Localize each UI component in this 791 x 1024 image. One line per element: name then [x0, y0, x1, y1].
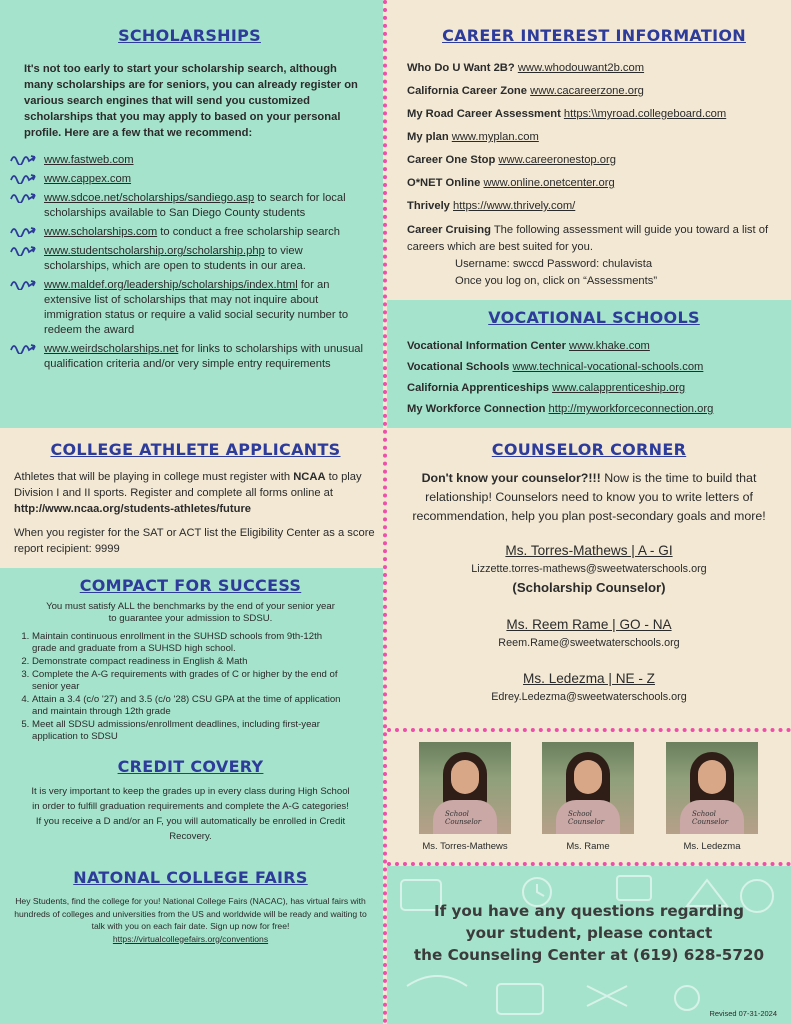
athlete-panel: [0, 428, 383, 568]
doodle-laptop-icon: [617, 876, 651, 900]
career-panel: [387, 0, 791, 300]
fairs-link[interactable]: https://virtualcollegefairs.org/conventions: [112, 933, 269, 944]
vocational-item: [407, 381, 781, 396]
counselor-lead-bold: Don't know your counselor?!!!: [421, 471, 601, 485]
scholarship-link[interactable]: www.maldef.org/leadership/scholarships/index.html: [44, 279, 298, 291]
athlete-text-c: to play Division I and II sports. Register and complete all forms online at: [14, 471, 362, 499]
caption-torres-mathews: Ms. Torres-Mathews: [422, 841, 508, 852]
divider-vertical: [383, 0, 387, 1024]
shirt-text-2: School Counselor: [568, 810, 605, 826]
counselor-email[interactable]: Edrey.Ledezma@sweetwaterschools.org: [491, 691, 687, 703]
scholarship-link[interactable]: www.sdcoe.net/scholarships/sandiego.asp: [44, 192, 255, 204]
squiggle-arrow-icon: [10, 225, 38, 237]
scholarship-item: [10, 225, 369, 240]
scholarship-link[interactable]: www.studentscholarship.org/scholarship.php: [44, 245, 265, 257]
career-item: [407, 84, 781, 99]
doodle-swirl-icon: [407, 976, 467, 986]
scholarship-item: [10, 342, 369, 372]
doodle-clock-hands-icon: [537, 884, 544, 896]
career-link[interactable]: www.myplan.com: [451, 131, 539, 143]
counselor-name: Ms. Reem Rame | GO - NA: [506, 617, 672, 632]
counselor-panel: [387, 428, 791, 728]
career-item: [407, 130, 781, 145]
scholarship-desc: to conduct a free scholarship search: [157, 226, 340, 238]
career-item: [407, 107, 781, 122]
counselor-name: Ms. Torres-Mathews | A - GI: [505, 543, 673, 558]
caption-rame: Ms. Rame: [566, 841, 610, 852]
compact-item: 4. Attain a 3.4 (c/o '27) and 3.5 (c/o '28) CSU GPA at the time of application and maintain through 12th grade: [32, 694, 347, 718]
vocational-panel: [387, 300, 791, 428]
vocational-link[interactable]: www.khake.com: [569, 340, 650, 352]
counselor-lead: [395, 469, 783, 526]
doodle-pencil-icon: [587, 986, 627, 1006]
counselor-email[interactable]: Lizzette.torres-mathews@sweetwaterschools.org: [471, 563, 707, 575]
caption-ledezma: Ms. Ledezma: [683, 841, 741, 852]
credit-body: It is very important to keep the grades up in every class during High School in order to fulfill graduation requirements and complete the A-G categories! If you receive a D and/or an F, you will automatically be enrolled in Credit Recovery.: [31, 786, 350, 842]
career-label: O*NET Online: [407, 177, 481, 189]
career-label: My plan: [407, 131, 449, 143]
scholarship-desc: to search for local scholarships available to San Diego County students: [44, 192, 346, 219]
compact-item: 5. Meet all SDSU admissions/enrollment deadlines, including first-year application to SDSU: [32, 719, 347, 743]
compact-intro-1: You must satisfy ALL the benchmarks by the end of your senior year: [46, 601, 335, 612]
vocational-item: [407, 339, 781, 354]
scholarship-item: [10, 244, 369, 274]
contact-message: [387, 900, 791, 966]
squiggle-arrow-icon: [10, 342, 38, 354]
compact-intro-2: to guarantee your admission to SDSU.: [108, 613, 273, 624]
counselor-entry: [395, 542, 783, 598]
athlete-text-a: Athletes that will be playing in college must register with: [14, 471, 294, 483]
career-title: CAREER INTEREST INFORMATION: [442, 26, 746, 45]
scholarship-item: [10, 278, 369, 338]
compact-panel: [0, 568, 383, 1024]
contact-panel: [387, 866, 791, 1024]
squiggle-arrow-icon: [10, 191, 38, 203]
vocational-label: Vocational Schools: [407, 361, 510, 373]
counselor-lead-text: Now is the time to build that relationship! Counselors need to know you to write letters of recommendation, help you plan post-secondary goals and more!: [412, 471, 766, 523]
vocational-item: [407, 402, 781, 417]
revised-date: Revised 07-31-2024: [709, 1009, 777, 1018]
career-cruising-text: The following assessment will guide you toward a list of careers which are best suited for you.: [407, 224, 769, 253]
vocational-label: My Workforce Connection: [407, 403, 546, 415]
career-link[interactable]: www.online.onetcenter.org: [483, 177, 615, 189]
scholarship-link[interactable]: www.fastweb.com: [44, 154, 134, 166]
career-label: California Career Zone: [407, 85, 527, 97]
athlete-sat-note: When you register for the SAT or ACT list the Eligibility Center as a score report recipient: 9999: [14, 527, 375, 555]
counselor-list: [395, 542, 783, 706]
scholarship-list: [10, 153, 369, 372]
career-link[interactable]: www.careeronestop.org: [498, 154, 616, 166]
ncaa-link[interactable]: http://www.ncaa.org/students-athletes/future: [14, 503, 252, 515]
counselor-note: (Scholarship Counselor): [512, 580, 666, 595]
contact-line-3: the Counseling Center at (619) 628-5720: [413, 946, 765, 964]
photo-torres-mathews: [419, 742, 511, 834]
vocational-label: Vocational Information Center: [407, 340, 566, 352]
fairs-title: NATONAL COLLEGE FAIRS: [73, 868, 308, 887]
photo-rame: [542, 742, 634, 834]
counselor-title: COUNSELOR CORNER: [491, 440, 687, 459]
career-cruising-label: Career Cruising: [407, 224, 491, 236]
fairs-body: Hey Students, find the college for you! National College Fairs (NACAC), has virtual fairs with hundreds of colleges and universities from the US and worldwide will be ready and waiting to talk with you on each fair date. Sign up now for free!: [14, 896, 367, 931]
counselor-entry: [395, 670, 783, 706]
scholarship-desc: for an extensive list of scholarships that may not inquire about immigration status or require a valid social security number to redeem the award: [44, 279, 349, 336]
scholarship-link[interactable]: www.scholarships.com: [44, 226, 158, 238]
compact-item: 2. Demonstrate compact readiness in English & Math: [32, 656, 347, 668]
career-list: [407, 61, 781, 214]
career-label: Who Do U Want 2B?: [407, 62, 515, 74]
compact-title: COMPACT FOR SUCCESS: [79, 576, 302, 595]
shirt-text-1: School Counselor: [445, 810, 482, 826]
squiggle-arrow-icon: [10, 278, 38, 290]
compact-list: [8, 631, 373, 743]
career-link[interactable]: www.whodouwant2b.com: [517, 62, 645, 74]
scholarship-link[interactable]: www.cappex.com: [44, 173, 132, 185]
scholarship-link[interactable]: www.weirdscholarships.net: [44, 343, 179, 355]
vocational-link[interactable]: www.technical-vocational-schools.com: [512, 361, 704, 373]
career-link[interactable]: https://www.thrively.com/: [453, 200, 576, 212]
career-link[interactable]: www.cacareerzone.org: [530, 85, 644, 97]
contact-line-2: your student, please contact: [465, 924, 713, 942]
career-label: Career One Stop: [407, 154, 496, 166]
scholarship-item: [10, 191, 369, 221]
career-link[interactable]: https:\\myroad.collegeboard.com: [563, 108, 727, 120]
career-item: [407, 153, 781, 168]
scholarship-item: [10, 153, 369, 168]
career-item: [407, 61, 781, 76]
vocational-link[interactable]: http://myworkforceconnection.org: [548, 403, 714, 415]
credit-title: CREDIT COVERY: [117, 757, 264, 776]
doodle-apple-icon: [675, 986, 699, 1010]
vocational-item: [407, 360, 781, 375]
vocational-list: [407, 339, 781, 417]
squiggle-arrow-icon: [10, 153, 38, 165]
career-logon-note: Once you log on, click on “Assessments”: [455, 275, 658, 287]
photo-ledezma: [666, 742, 758, 834]
scholarship-desc: to view scholarships, which are open to students in our area.: [44, 245, 306, 272]
squiggle-arrow-icon: [10, 244, 38, 256]
compact-item: 3. Complete the A-G requirements with grades of C or higher by the end of senior year: [32, 669, 347, 693]
photos-panel: [387, 732, 791, 862]
ncaa-label: NCAA: [293, 471, 326, 483]
squiggle-arrow-icon: [10, 172, 38, 184]
career-cruising: [407, 222, 781, 256]
scholarships-title: SCHOLARSHIPS: [118, 26, 261, 45]
compact-item: 1. Maintain continuous enrollment in the SUHSD schools from 9th-12th grade and graduate from a SUHSD high school.: [32, 631, 347, 655]
doodle-book-icon: [497, 984, 543, 1014]
athlete-paragraph: [14, 469, 377, 517]
scholarship-desc: for links to scholarships with unusual qualification criteria and/or very simple entry requirements: [44, 343, 363, 370]
scholarships-panel: [0, 0, 383, 428]
scholarship-item: [10, 172, 369, 187]
athlete-title: COLLEGE ATHLETE APPLICANTS: [50, 440, 341, 459]
career-item: [407, 176, 781, 191]
career-item: [407, 199, 781, 214]
counselor-entry: [395, 616, 783, 652]
vocational-link[interactable]: www.calapprenticeship.org: [552, 382, 686, 394]
scholarships-intro: It's not too early to start your scholarship search, although many scholarships are for seniors, you can already register on various search engines that will send you customized scholarships that you may apply to based on your personal profile. Here are a few that we recommend:: [24, 63, 358, 139]
divider-photos-bottom: [387, 862, 791, 866]
career-label: My Road Career Assessment: [407, 108, 561, 120]
counselor-email[interactable]: Reem.Rame@sweetwaterschools.org: [498, 637, 680, 649]
contact-line-1: If you have any questions regarding: [433, 902, 744, 920]
divider-counselor-bottom: [387, 728, 791, 732]
shirt-text-3: School Counselor: [692, 810, 729, 826]
career-credentials: Username: swccd Password: chulavista: [455, 258, 653, 270]
vocational-title: VOCATIONAL SCHOOLS: [488, 308, 700, 327]
vocational-label: California Apprenticeships: [407, 382, 549, 394]
counselor-name: Ms. Ledezma | NE - Z: [523, 671, 655, 686]
career-label: Thrively: [407, 200, 450, 212]
